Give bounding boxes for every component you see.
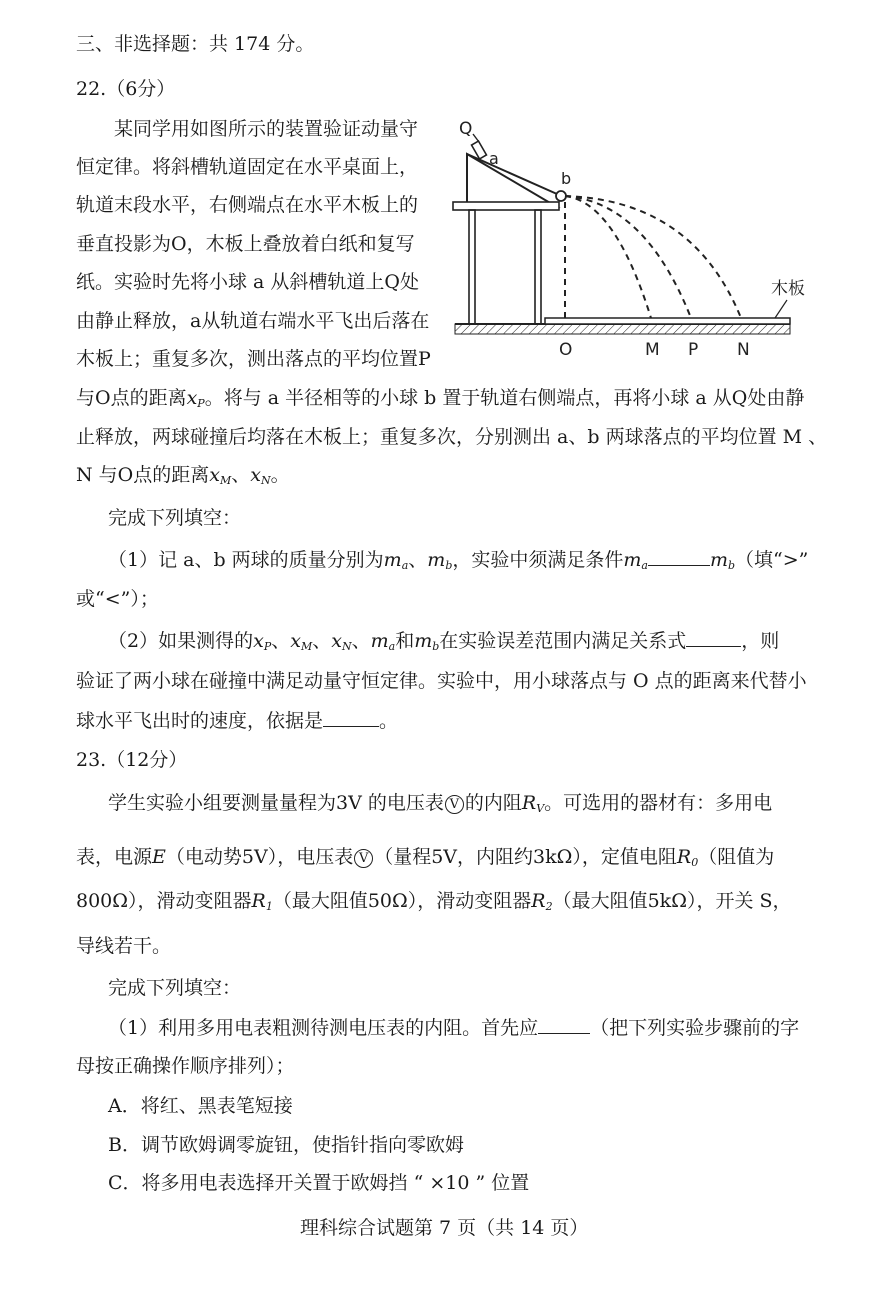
q23-line-4: 导线若干。	[76, 935, 172, 957]
q22-line-6: 由静止释放，a从轨道右端水平飞出后落在	[76, 310, 430, 332]
q22-points: （6分）	[106, 78, 176, 100]
table-top	[453, 202, 559, 210]
figure-label-o: O	[559, 340, 573, 360]
q22-part-2-line-3: 球水平飞出时的速度，依据是 。	[76, 710, 399, 732]
wooden-board	[545, 318, 790, 324]
q23-instruction: 完成下列填空：	[108, 977, 242, 999]
q22-line-7: 木板上；重复多次，测出落点的平均位置P	[76, 348, 431, 370]
trajectory-m	[565, 196, 651, 318]
q22-number: 22.	[76, 78, 107, 100]
ramp-track	[467, 154, 557, 194]
ramp	[467, 154, 557, 207]
q23-header	[76, 748, 187, 772]
q22-line-1: 某同学用如图所示的装置验证动量守	[114, 118, 419, 140]
q22-line8-a: 与O点的距离	[76, 387, 187, 409]
q23-line-3: 800Ω），滑动变阻器$R_1$（最大阻值50Ω），滑动变阻器$R_2$（最大阻值5kΩ），开关 S，	[76, 890, 792, 913]
answer-blank-mass-relation[interactable]	[648, 549, 710, 566]
voltmeter-v-icon-2: V	[354, 849, 373, 868]
trajectory-n	[565, 196, 741, 318]
q23-option-b: B．调节欧姆调零旋钮，使指针指向零欧姆	[108, 1134, 464, 1156]
q-pointer	[473, 134, 479, 142]
q22-line-3: 轨道末段水平，右侧端点在水平木板上的	[76, 194, 419, 216]
figure-label-board: 木板	[771, 279, 805, 299]
q23-part-1: （1）利用多用电表粗测待测电压表的内阻。首先应 （把下列实验步骤前的字	[108, 1017, 800, 1039]
symbol-xm: $x_M$	[209, 464, 232, 487]
experiment-figure	[445, 112, 825, 372]
figure-label-a: a	[489, 149, 499, 168]
q22-header	[76, 77, 175, 101]
symbol-xn: $x_N$	[250, 464, 271, 487]
answer-blank-order[interactable]	[538, 1017, 590, 1034]
symbol-xp: $x_P$	[186, 387, 205, 410]
q22-line-4: 垂直投影为O，木板上叠放着白纸和复写	[76, 233, 415, 255]
ball-b	[556, 191, 566, 201]
figure-label-p: P	[688, 340, 699, 360]
q22-line-5: 纸。实验时先将小球 a 从斜槽轨道上Q处	[76, 271, 419, 293]
answer-blank-relation[interactable]	[686, 630, 741, 647]
section-heading: 三、非选择题：共 174 分。	[76, 33, 315, 55]
q22-instruction: 完成下列填空：	[108, 507, 242, 529]
q23-number: 23.	[76, 749, 107, 771]
page-footer: 理科综合试题第 7 页（共 14 页）	[300, 1217, 589, 1239]
q23-line-1: 学生实验小组要测量量程为3V 的电压表 V 的内阻$R_V$。可选用的器材有：多用电	[108, 792, 773, 815]
q22-part-2-line-2: 验证了两小球在碰撞中满足动量守恒定律。实验中，用小球落点与 O 点的距离来代替小	[76, 670, 807, 692]
figure-label-q: Q	[459, 119, 473, 139]
q23-points: （12分）	[106, 749, 188, 771]
figure-label-m: M	[645, 340, 660, 360]
q22-part-1: （1）记 a、b 两球的质量分别为$m_a$、$m_b$，实验中须满足条件$m_a$ $m_b$（填“>”	[108, 549, 809, 572]
figure-label-n: N	[737, 340, 750, 360]
q22-line8-b: 。将与 a 半径相等的小球 b 置于轨道右侧端点，再将小球 a 从Q处由静	[204, 387, 805, 409]
q22-part-1-cont: 或“<”）；	[76, 588, 159, 610]
voltmeter-v-icon: V	[445, 795, 464, 814]
q23-option-c: C．将多用电表选择开关置于欧姆挡 “ ×10 ” 位置	[108, 1172, 530, 1194]
q22-part-2: （2）如果测得的$x_P$、$x_M$、$x_N$、$m_a$和$m_b$在实验误差范围内满足关系式 ，则	[108, 630, 780, 653]
q22-line-8	[76, 386, 804, 416]
q22-line-2: 恒定律。将斜槽轨道固定在水平桌面上，	[76, 156, 419, 178]
figure-label-b: b	[561, 169, 572, 188]
ground-hatch	[455, 324, 790, 334]
answer-blank-basis[interactable]	[323, 710, 379, 727]
table-leg-left	[469, 210, 475, 324]
q22-line-9: 止释放，两球碰撞后均落在木板上；重复多次，分别测出 a、b 两球落点的平均位置 M 、	[76, 426, 828, 448]
q23-line-2: 表，电源E（电动势5V），电压表 V （量程5V，内阻约3kΩ），定值电阻$R_0$（阻值为	[76, 846, 775, 869]
q22-line-10: N 与O点的距离$x_M$、$x_N$。	[76, 464, 290, 487]
board-pointer	[775, 300, 787, 318]
q23-part-1-cont: 母按正确操作顺序排列）；	[76, 1055, 295, 1077]
q23-option-a: A．将红、黑表笔短接	[108, 1095, 293, 1117]
table-leg-right	[535, 210, 541, 324]
